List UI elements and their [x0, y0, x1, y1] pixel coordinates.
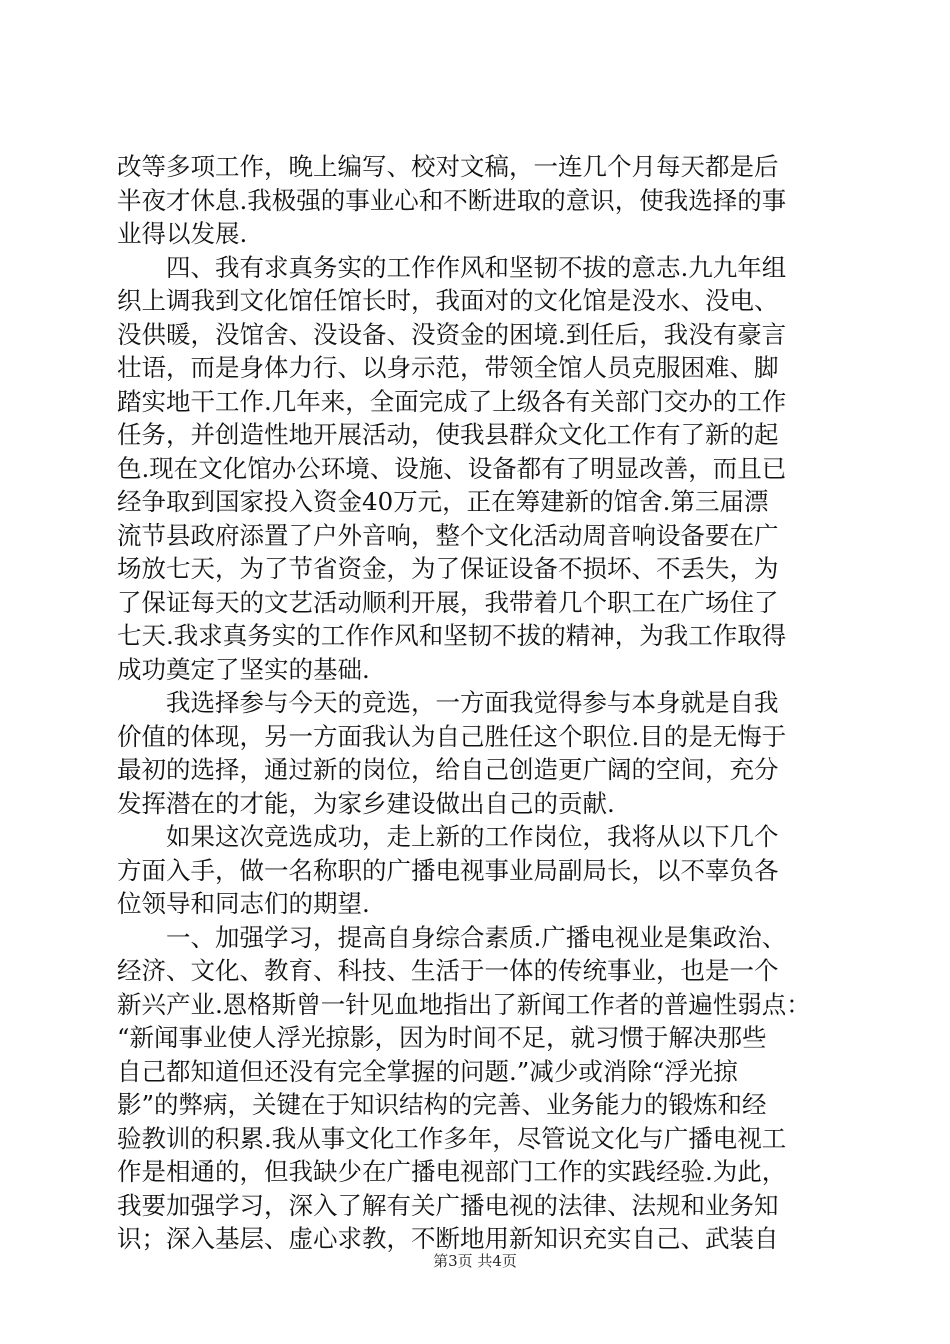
text-line: 识；深入基层、虚心求教，不断地用新知识充实自己、武装自	[117, 1224, 779, 1253]
text-line: 最初的选择，通过新的岗位，给自己创造更广阔的空间，充分	[117, 755, 779, 784]
text-line: 流节县政府添置了户外音响，整个文化活动周音响设备要在广	[117, 520, 779, 550]
text-line: 壮语，而是身体力行、以身示范，带领全馆人员克服困难、脚	[117, 353, 779, 382]
text-line: 方面入手，做一名称职的广播电视事业局副局长，以不辜负各	[117, 855, 779, 885]
text-line: 踏实地干工作.几年来，全面完成了上级各有关部门交办的工作	[117, 386, 787, 416]
text-line: 新兴产业.恩格斯曾一针见血地指出了新闻工作者的普遍性弱点：	[117, 989, 811, 1019]
text-line: 一、加强学习，提高自身综合素质.广播电视业是集政治、	[117, 922, 787, 952]
text-line: 我要加强学习，深入了解有关广播电视的法律、法规和业务知	[117, 1190, 779, 1220]
text-line: 作是相通的，但我缺少在广播电视部门工作的实践经验.为此，	[117, 1157, 787, 1186]
text-line: 自己都知道但还没有完全掌握的问题.”减少或消除“浮光掠	[117, 1056, 738, 1086]
text-line: 没供暖，没馆舍、没设备、没资金的困境.到任后，我没有豪言	[117, 319, 787, 349]
text-line: 影”的弊病，关键在于知识结构的完善、业务能力的锻炼和经	[117, 1090, 767, 1119]
text-line: 验教训的积累.我从事文化工作多年，尽管说文化与广播电视工	[117, 1123, 787, 1153]
document-body	[117, 150, 837, 1256]
text-line: 经济、文化、教育、科技、生活于一体的传统事业，也是一个	[117, 956, 779, 985]
text-line: 四、我有求真务实的工作作风和坚韧不拔的意志.九九年组	[117, 252, 787, 282]
page-number-label: 第3页 共4页	[433, 1252, 517, 1270]
text-line: 业得以发展.	[117, 219, 248, 248]
text-line: 价值的体现，另一方面我认为自己胜任这个职位.目的是无悔于	[117, 721, 787, 751]
page-footer	[0, 1250, 950, 1271]
text-line: 经争取到国家投入资金40万元，正在筹建新的馆舍.第三届漂	[117, 487, 769, 516]
text-line: 发挥潜在的才能，为家乡建设做出自己的贡献.	[117, 788, 615, 818]
text-line: 色.现在文化馆办公环境、设施、设备都有了明显改善，而且已	[117, 453, 787, 483]
text-line: 我选择参与今天的竞选，一方面我觉得参与本身就是自我	[117, 688, 779, 717]
text-line: 任务，并创造性地开展活动，使我县群众文化工作有了新的起	[117, 420, 779, 449]
text-line: 改等多项工作，晚上编写、校对文稿，一连几个月每天都是后	[117, 152, 779, 181]
text-line: 场放七天，为了节省资金，为了保证设备不损坏、不丢失，为	[117, 554, 779, 583]
text-line: 七天.我求真务实的工作作风和坚韧不拔的精神，为我工作取得	[117, 621, 787, 650]
text-line: 成功奠定了坚实的基础.	[117, 654, 370, 684]
text-line: 如果这次竞选成功，走上新的工作岗位，我将从以下几个	[117, 822, 779, 851]
text-line: 位领导和同志们的期望.	[117, 889, 370, 918]
text-line: 织上调我到文化馆任馆长时，我面对的文化馆是没水、没电、	[117, 286, 779, 315]
text-line: 半夜才休息.我极强的事业心和不断进取的意识，使我选择的事	[117, 185, 787, 215]
text-line: “新闻事业使人浮光掠影，因为时间不足，就习惯于解决那些	[117, 1023, 767, 1052]
text-line: 了保证每天的文艺活动顺利开展，我带着几个职工在广场住了	[117, 587, 779, 617]
